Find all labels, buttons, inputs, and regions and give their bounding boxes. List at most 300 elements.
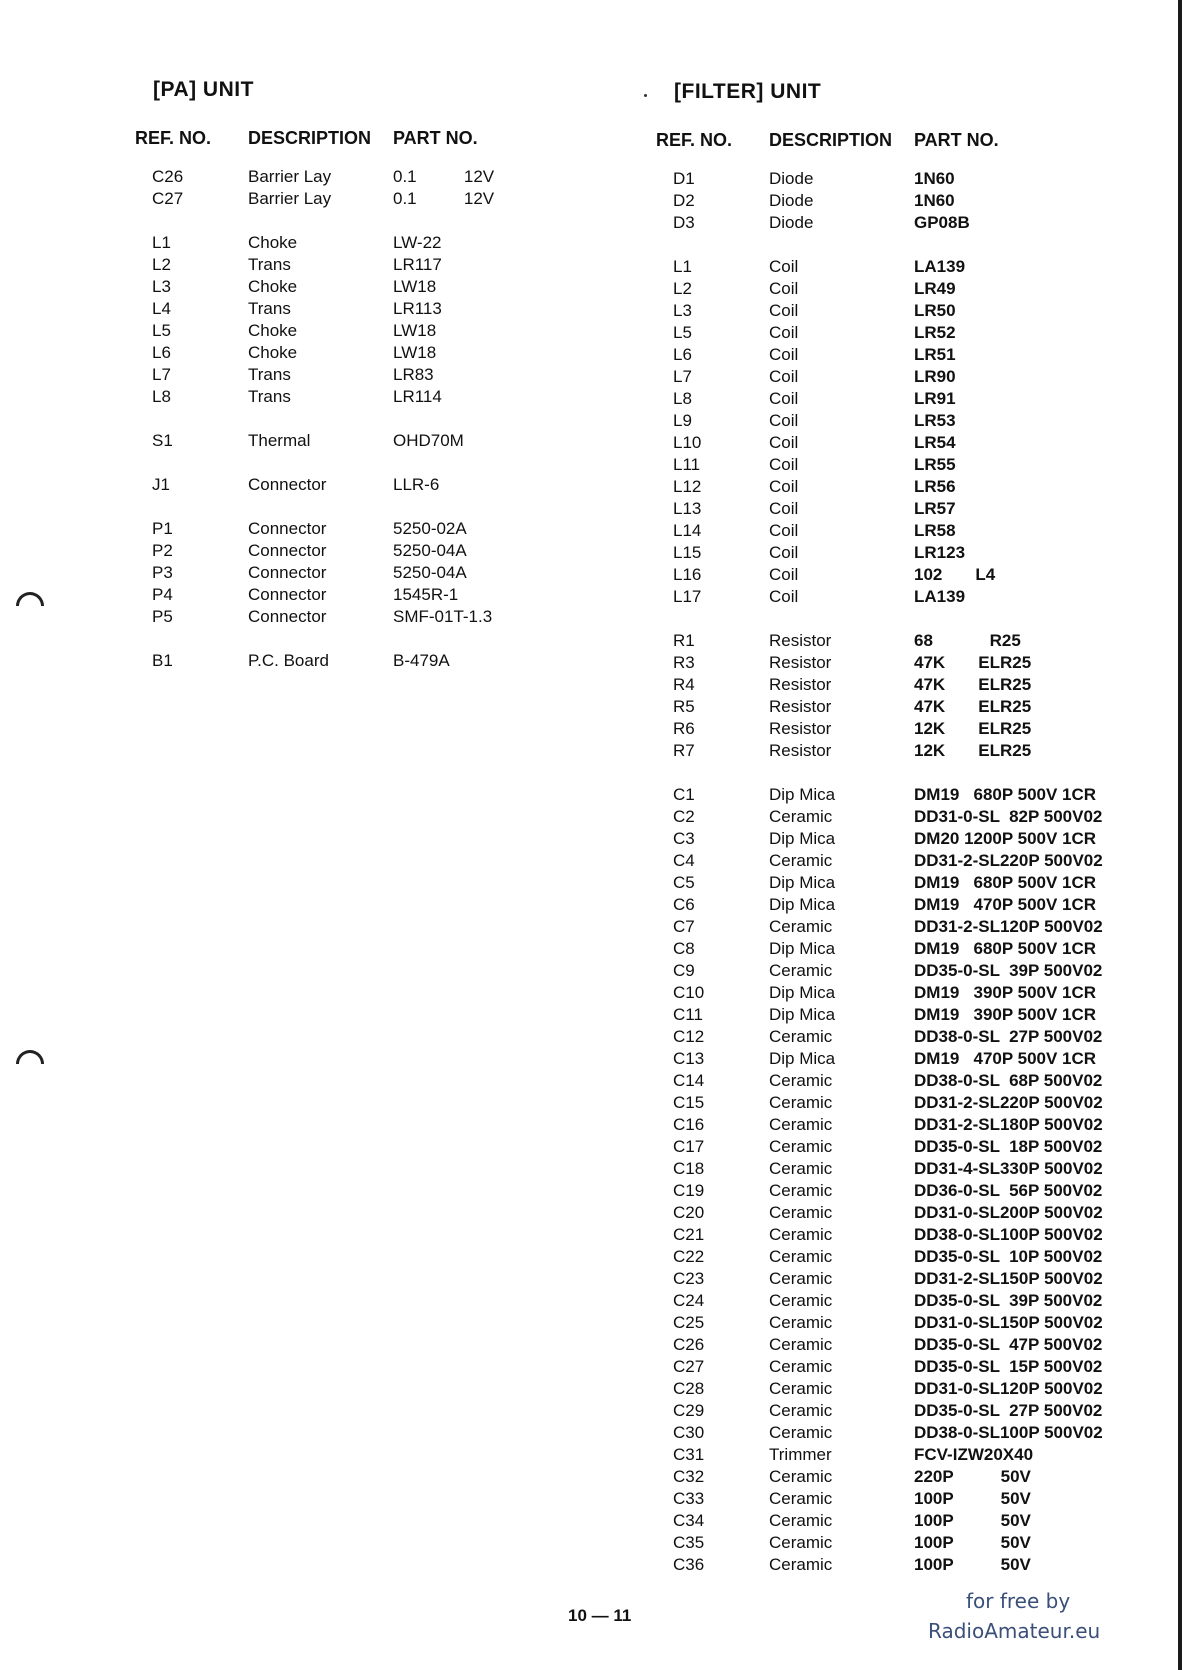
- table-row: [656, 850, 1136, 872]
- ref-no-cell: L7: [152, 365, 171, 384]
- page-edge-shadow: [1178, 0, 1182, 1670]
- part-no-cell: DD35-0-SL 39P 500V02: [914, 961, 1103, 980]
- table-row: [656, 828, 1136, 850]
- table-row: [656, 1246, 1136, 1268]
- ref-no-cell: P3: [152, 563, 173, 582]
- table-row: [656, 916, 1136, 938]
- table-row: [656, 366, 1136, 388]
- table-row: [656, 300, 1136, 322]
- part-no-header: PART NO.: [393, 128, 478, 148]
- part-no-cell: DM19 390P 500V 1CR: [914, 983, 1097, 1002]
- table-row: [135, 562, 605, 584]
- part-no-cell: DM19 470P 500V 1CR: [914, 895, 1097, 914]
- part-no-cell: DD36-0-SL 56P 500V02: [914, 1181, 1103, 1200]
- ref-no-cell: L4: [152, 299, 171, 318]
- filter-unit-section: [656, 80, 1136, 1576]
- ref-no-cell: C16: [673, 1115, 705, 1134]
- part-no-cell: 1N60: [914, 169, 955, 188]
- watermark: [928, 1586, 1148, 1646]
- part-no-cell: DD38-0-SL 27P 500V02: [914, 1027, 1103, 1046]
- table-row: [135, 540, 605, 562]
- description-cell: Diode: [769, 169, 814, 188]
- ref-no-cell: D2: [673, 191, 695, 210]
- ref-no-cell: C35: [673, 1533, 705, 1552]
- ref-no-cell: L6: [673, 345, 692, 364]
- description-cell: Ceramic: [769, 1181, 833, 1200]
- table-row: [135, 430, 605, 452]
- part-no-cell: LR117: [393, 255, 442, 274]
- ref-no-cell: C1: [673, 785, 695, 804]
- table-row: [135, 650, 605, 672]
- table-row: [656, 740, 1136, 762]
- description-cell: Dip Mica: [769, 1049, 836, 1068]
- pa-unit-title: [PA] UNIT: [153, 78, 254, 101]
- part-no-cell: DD31-2-SL120P 500V02: [914, 917, 1103, 936]
- part-no-cell: 220P 50V: [914, 1467, 1031, 1486]
- description-cell: Trans: [248, 299, 291, 318]
- ref-no-cell: L13: [673, 499, 702, 518]
- part-no-cell: DD31-2-SL220P 500V02: [914, 851, 1103, 870]
- description-cell: Ceramic: [769, 1489, 833, 1508]
- ref-no-cell: R3: [673, 653, 695, 672]
- ref-no-cell: L9: [673, 411, 692, 430]
- description-cell: Ceramic: [769, 1511, 833, 1530]
- ref-no-cell: C12: [673, 1027, 705, 1046]
- part-no-cell: DM19 470P 500V 1CR: [914, 1049, 1097, 1068]
- description-cell: Trans: [248, 387, 291, 406]
- table-row: [656, 212, 1136, 234]
- ref-no-cell: C7: [673, 917, 695, 936]
- part-no-cell: DD38-0-SL 68P 500V02: [914, 1071, 1103, 1090]
- part-no-cell: LR54: [914, 433, 956, 452]
- table-row: [656, 476, 1136, 498]
- page-number: 10 — 11: [568, 1606, 632, 1625]
- pa-unit-header: [135, 128, 605, 150]
- part-no-cell: LR90: [914, 367, 956, 386]
- ref-no-cell: C3: [673, 829, 695, 848]
- ref-no-cell: R1: [673, 631, 695, 650]
- table-row: [656, 872, 1136, 894]
- part-no-cell: 100P 50V: [914, 1511, 1031, 1530]
- description-cell: Ceramic: [769, 851, 833, 870]
- description-cell: Resistor: [769, 631, 832, 650]
- table-row: [656, 1488, 1136, 1510]
- ref-no-cell: P1: [152, 519, 173, 538]
- ref-no-cell: L11: [673, 455, 701, 474]
- table-row: [656, 410, 1136, 432]
- table-row: [656, 938, 1136, 960]
- description-cell: Connector: [248, 475, 327, 494]
- table-row: [135, 606, 605, 628]
- part-no-cell: LR52: [914, 323, 956, 342]
- description-cell: Ceramic: [769, 1423, 833, 1442]
- description-cell: Ceramic: [769, 1357, 833, 1376]
- table-row: [135, 276, 605, 298]
- table-row: [656, 696, 1136, 718]
- table-row: [656, 168, 1136, 190]
- part-no-cell: LA139: [914, 257, 966, 276]
- table-row: [135, 386, 605, 408]
- part-no-cell: DD35-0-SL 15P 500V02: [914, 1357, 1103, 1376]
- table-row: [656, 498, 1136, 520]
- part-no-cell: 5250-04A: [393, 541, 467, 560]
- part-no-cell: LR113: [393, 299, 442, 318]
- part-no-cell: LR56: [914, 477, 956, 496]
- description-cell: Coil: [769, 477, 799, 496]
- description-cell: Dip Mica: [769, 939, 836, 958]
- ref-no-cell: L3: [152, 277, 171, 296]
- table-row: [135, 364, 605, 386]
- part-no-cell: DM19 680P 500V 1CR: [914, 785, 1097, 804]
- part-no-cell: LR83: [393, 365, 434, 384]
- part-no-cell: 47K ELR25: [914, 653, 1032, 672]
- description-cell: Resistor: [769, 653, 832, 672]
- description-cell: Dip Mica: [769, 983, 836, 1002]
- description-cell: Resistor: [769, 697, 832, 716]
- table-row: [656, 674, 1136, 696]
- part-no-cell: 47K ELR25: [914, 675, 1032, 694]
- ref-no-cell: L5: [673, 323, 692, 342]
- ref-no-cell: L5: [152, 321, 171, 340]
- table-row: [135, 298, 605, 320]
- description-cell: Ceramic: [769, 917, 833, 936]
- table-row: [656, 1136, 1136, 1158]
- ref-no-cell: S1: [152, 431, 173, 450]
- description-cell: Coil: [769, 521, 799, 540]
- ref-no-cell: C6: [673, 895, 695, 914]
- part-no-cell: DD38-0-SL100P 500V02: [914, 1423, 1103, 1442]
- table-row: [656, 718, 1136, 740]
- table-row: [656, 1114, 1136, 1136]
- part-no-cell: 68 R25: [914, 631, 1021, 650]
- description-cell: Diode: [769, 191, 814, 210]
- ref-no-cell: C10: [673, 983, 705, 1002]
- table-row: [656, 1510, 1136, 1532]
- filter-parts-list: [656, 168, 1136, 1576]
- part-no-cell: LLR-6: [393, 475, 440, 494]
- ref-no-header: REF. NO.: [656, 130, 733, 150]
- description-cell: Ceramic: [769, 1247, 833, 1266]
- table-row: [656, 1400, 1136, 1422]
- description-cell: Resistor: [769, 741, 832, 760]
- table-row: [656, 784, 1136, 806]
- ref-no-cell: C11: [673, 1005, 703, 1024]
- table-row: [656, 1026, 1136, 1048]
- part-no-cell: DM19 680P 500V 1CR: [914, 873, 1097, 892]
- part-no-cell: LR53: [914, 411, 956, 430]
- description-cell: Ceramic: [769, 1159, 833, 1178]
- table-row: [135, 254, 605, 276]
- description-cell: Coil: [769, 411, 799, 430]
- part-no-cell: 0.1 12V: [393, 167, 495, 186]
- part-no-cell: DD31-0-SL120P 500V02: [914, 1379, 1103, 1398]
- table-row: [656, 564, 1136, 586]
- ref-no-cell: D3: [673, 213, 695, 232]
- description-cell: Ceramic: [769, 961, 833, 980]
- description-cell: Ceramic: [769, 1379, 833, 1398]
- part-no-cell: 1545R-1: [393, 585, 459, 604]
- part-no-cell: 5250-02A: [393, 519, 467, 538]
- part-no-cell: LR123: [914, 543, 966, 562]
- ref-no-cell: L1: [152, 233, 171, 252]
- description-cell: Dip Mica: [769, 1005, 836, 1024]
- part-no-cell: LR114: [393, 387, 442, 406]
- table-row: [656, 1048, 1136, 1070]
- ref-no-cell: C24: [673, 1291, 705, 1310]
- table-row: [656, 1422, 1136, 1444]
- ref-no-cell: C5: [673, 873, 695, 892]
- description-cell: Trans: [248, 255, 291, 274]
- description-cell: Dip Mica: [769, 785, 836, 804]
- ref-no-cell: C30: [673, 1423, 705, 1442]
- description-cell: Ceramic: [769, 1071, 833, 1090]
- ref-no-cell: C25: [673, 1313, 705, 1332]
- table-row: [656, 1092, 1136, 1114]
- table-row: [656, 1004, 1136, 1026]
- ref-no-cell: C17: [673, 1137, 705, 1156]
- ref-no-cell: P4: [152, 585, 173, 604]
- ref-no-cell: C2: [673, 807, 695, 826]
- part-no-cell: DD31-2-SL180P 500V02: [914, 1115, 1103, 1134]
- binder-hole-top: [16, 592, 44, 606]
- ref-no-cell: C31: [673, 1445, 705, 1464]
- ref-no-cell: C27: [152, 189, 184, 208]
- part-no-cell: OHD70M: [393, 431, 464, 450]
- ref-no-cell: C29: [673, 1401, 705, 1420]
- table-row: [135, 342, 605, 364]
- part-no-cell: DD35-0-SL 27P 500V02: [914, 1401, 1103, 1420]
- part-no-cell: B-479A: [393, 651, 450, 670]
- part-no-cell: DD31-0-SL200P 500V02: [914, 1203, 1103, 1222]
- table-row: [135, 232, 605, 254]
- table-row: [135, 584, 605, 606]
- part-no-cell: LR57: [914, 499, 956, 518]
- description-cell: Barrier Lay: [248, 167, 332, 186]
- table-row: [656, 982, 1136, 1004]
- description-cell: Trans: [248, 365, 291, 384]
- ref-no-cell: L10: [673, 433, 702, 452]
- ref-no-cell: J1: [152, 475, 170, 494]
- table-row: [656, 1290, 1136, 1312]
- description-cell: Dip Mica: [769, 873, 836, 892]
- table-row: [656, 1444, 1136, 1466]
- bullet-dot: [644, 94, 647, 97]
- description-cell: Dip Mica: [769, 829, 836, 848]
- table-row: [656, 1378, 1136, 1400]
- description-cell: Coil: [769, 323, 799, 342]
- ref-no-cell: C14: [673, 1071, 705, 1090]
- ref-no-cell: C18: [673, 1159, 705, 1178]
- description-cell: Trimmer: [769, 1445, 832, 1464]
- description-cell: Coil: [769, 565, 799, 584]
- table-row: [656, 1356, 1136, 1378]
- filter-unit-title: [FILTER] UNIT: [674, 80, 822, 103]
- part-no-cell: FCV-IZW20X40: [914, 1445, 1034, 1464]
- part-no-cell: SMF-01T-1.3: [393, 607, 493, 626]
- table-row: [135, 518, 605, 540]
- table-row: [656, 190, 1136, 212]
- table-row: [135, 474, 605, 496]
- description-cell: Resistor: [769, 719, 832, 738]
- part-no-cell: DD38-0-SL100P 500V02: [914, 1225, 1103, 1244]
- ref-no-cell: L2: [673, 279, 692, 298]
- part-no-cell: LR55: [914, 455, 956, 474]
- ref-no-cell: L7: [673, 367, 692, 386]
- ref-no-cell: C21: [673, 1225, 705, 1244]
- ref-no-cell: R6: [673, 719, 695, 738]
- ref-no-cell: R7: [673, 741, 695, 760]
- table-row: [656, 322, 1136, 344]
- description-cell: Coil: [769, 389, 799, 408]
- part-no-cell: DM20 1200P 500V 1CR: [914, 829, 1097, 848]
- ref-no-cell: C20: [673, 1203, 705, 1222]
- ref-no-cell: R5: [673, 697, 695, 716]
- table-row: [656, 520, 1136, 542]
- part-no-cell: LW-22: [393, 233, 442, 252]
- table-row: [656, 1312, 1136, 1334]
- description-cell: Coil: [769, 345, 799, 364]
- watermark-line-1: for free by: [966, 1589, 1071, 1613]
- description-cell: Ceramic: [769, 1555, 833, 1574]
- table-row: [656, 344, 1136, 366]
- description-cell: Ceramic: [769, 1533, 833, 1552]
- ref-no-cell: L3: [673, 301, 692, 320]
- description-cell: Choke: [248, 321, 298, 340]
- part-no-cell: LR58: [914, 521, 956, 540]
- description-cell: Connector: [248, 607, 327, 626]
- table-row: [135, 320, 605, 342]
- description-cell: Thermal: [248, 431, 311, 450]
- part-no-cell: 1N60: [914, 191, 955, 210]
- description-cell: Ceramic: [769, 1269, 833, 1288]
- part-no-cell: LW18: [393, 343, 437, 362]
- description-cell: P.C. Board: [248, 651, 329, 670]
- part-no-cell: DD35-0-SL 47P 500V02: [914, 1335, 1103, 1354]
- part-no-cell: LW18: [393, 321, 437, 340]
- table-row: [656, 1202, 1136, 1224]
- ref-no-cell: C22: [673, 1247, 705, 1266]
- description-cell: Ceramic: [769, 1313, 833, 1332]
- ref-no-cell: P5: [152, 607, 173, 626]
- ref-no-cell: C26: [673, 1335, 705, 1354]
- description-cell: Resistor: [769, 675, 832, 694]
- description-cell: Barrier Lay: [248, 189, 332, 208]
- table-row: [656, 652, 1136, 674]
- ref-no-cell: C28: [673, 1379, 705, 1398]
- table-row: [656, 1334, 1136, 1356]
- table-row: [656, 542, 1136, 564]
- ref-no-cell: C26: [152, 167, 184, 186]
- part-no-cell: 47K ELR25: [914, 697, 1032, 716]
- pa-unit-section: [135, 78, 605, 672]
- description-cell: Coil: [769, 499, 799, 518]
- description-cell: Choke: [248, 277, 298, 296]
- description-cell: Coil: [769, 367, 799, 386]
- part-no-cell: DD31-4-SL330P 500V02: [914, 1159, 1103, 1178]
- part-no-cell: DD35-0-SL 18P 500V02: [914, 1137, 1103, 1156]
- part-no-cell: DD31-0-SL 82P 500V02: [914, 807, 1103, 826]
- description-cell: Coil: [769, 279, 799, 298]
- table-row: [656, 806, 1136, 828]
- description-cell: Connector: [248, 541, 327, 560]
- part-no-cell: 100P 50V: [914, 1555, 1031, 1574]
- table-row: [656, 630, 1136, 652]
- part-no-cell: DD35-0-SL 10P 500V02: [914, 1247, 1103, 1266]
- description-cell: Ceramic: [769, 1225, 833, 1244]
- description-cell: Coil: [769, 587, 799, 606]
- description-header: DESCRIPTION: [769, 130, 893, 150]
- table-row: [656, 960, 1136, 982]
- description-cell: Ceramic: [769, 1203, 833, 1222]
- part-no-cell: LR50: [914, 301, 956, 320]
- part-no-cell: 100P 50V: [914, 1533, 1031, 1552]
- table-row: [656, 1180, 1136, 1202]
- description-cell: Ceramic: [769, 1467, 833, 1486]
- part-no-cell: 0.1 12V: [393, 189, 495, 208]
- description-cell: Coil: [769, 301, 799, 320]
- description-cell: Connector: [248, 563, 327, 582]
- description-cell: Ceramic: [769, 807, 833, 826]
- ref-no-cell: C9: [673, 961, 695, 980]
- ref-no-cell: B1: [152, 651, 173, 670]
- description-cell: Connector: [248, 519, 327, 538]
- ref-no-cell: L2: [152, 255, 171, 274]
- ref-no-cell: C23: [673, 1269, 705, 1288]
- part-no-cell: 100P 50V: [914, 1489, 1031, 1508]
- ref-no-cell: L8: [152, 387, 171, 406]
- table-row: [656, 1224, 1136, 1246]
- table-row: [656, 1158, 1136, 1180]
- ref-no-cell: L15: [673, 543, 702, 562]
- description-cell: Choke: [248, 343, 298, 362]
- ref-no-cell: L12: [673, 477, 702, 496]
- description-cell: Coil: [769, 433, 799, 452]
- part-no-cell: DD35-0-SL 39P 500V02: [914, 1291, 1103, 1310]
- table-row: [656, 256, 1136, 278]
- table-row: [656, 432, 1136, 454]
- part-no-cell: 102 L4: [914, 565, 996, 584]
- part-no-cell: DM19 680P 500V 1CR: [914, 939, 1097, 958]
- description-cell: Dip Mica: [769, 895, 836, 914]
- ref-no-cell: L17: [673, 587, 702, 606]
- description-cell: Ceramic: [769, 1115, 833, 1134]
- table-row: [656, 1268, 1136, 1290]
- description-cell: Ceramic: [769, 1027, 833, 1046]
- description-cell: Choke: [248, 233, 298, 252]
- ref-no-cell: C27: [673, 1357, 705, 1376]
- ref-no-cell: L16: [673, 565, 702, 584]
- ref-no-header: REF. NO.: [135, 128, 212, 148]
- table-row: [135, 188, 605, 210]
- table-row: [656, 586, 1136, 608]
- description-cell: Ceramic: [769, 1093, 833, 1112]
- part-no-cell: DM19 390P 500V 1CR: [914, 1005, 1097, 1024]
- table-row: [656, 1532, 1136, 1554]
- description-cell: Coil: [769, 543, 799, 562]
- description-cell: Connector: [248, 585, 327, 604]
- part-no-cell: LW18: [393, 277, 437, 296]
- ref-no-cell: C32: [673, 1467, 705, 1486]
- description-cell: Coil: [769, 455, 799, 474]
- ref-no-cell: D1: [673, 169, 695, 188]
- ref-no-cell: P2: [152, 541, 173, 560]
- table-row: [135, 166, 605, 188]
- part-no-cell: LR49: [914, 279, 956, 298]
- part-no-cell: DD31-2-SL220P 500V02: [914, 1093, 1103, 1112]
- watermark-line-2: RadioAmateur.eu: [928, 1619, 1101, 1643]
- table-row: [656, 388, 1136, 410]
- table-row: [656, 1466, 1136, 1488]
